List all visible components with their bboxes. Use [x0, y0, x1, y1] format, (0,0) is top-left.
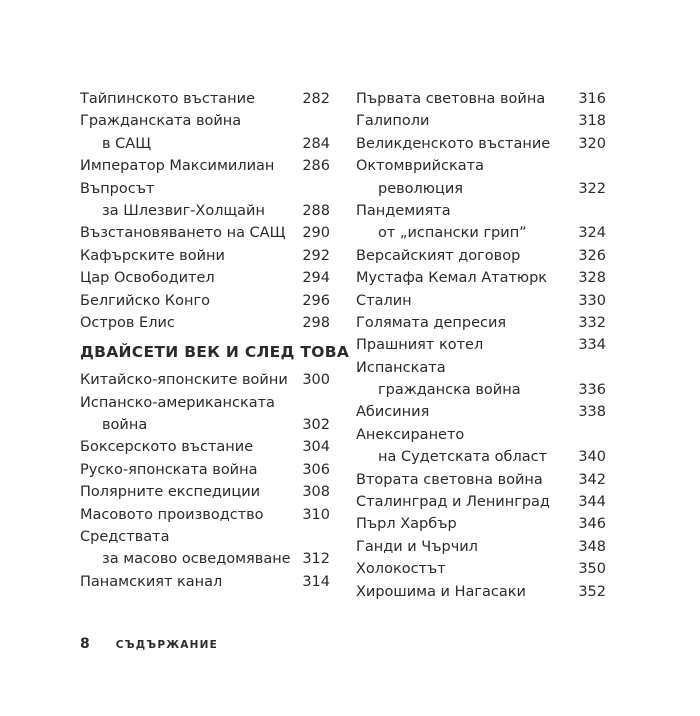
entry-title: Първата световна война: [356, 91, 546, 107]
entry-page-number: 330: [578, 292, 606, 309]
entry-page-number: 322: [578, 180, 606, 197]
toc-entry: [356, 178, 606, 200]
entry-title: в САЩ: [102, 135, 152, 152]
entry-title: Версайският договор: [356, 247, 521, 264]
entry-page-number: 344: [578, 494, 606, 511]
toc-entry: [356, 469, 606, 491]
toc-entry: [356, 581, 606, 603]
entry-title: Тайпинското въстание: [80, 91, 255, 107]
toc-entry: [80, 459, 330, 481]
entry-page-number: 296: [302, 292, 330, 309]
entry-title: Ганди и Чърчил: [356, 538, 478, 555]
toc-entry: [80, 110, 330, 132]
entry-page-number: 294: [302, 270, 330, 287]
toc-entry: [80, 133, 330, 155]
entry-page-number: 308: [302, 484, 330, 501]
entry-title: Великденското въстание: [356, 135, 551, 152]
toc-entry: [80, 526, 330, 548]
toc-entry: [80, 222, 330, 244]
toc-entry: [80, 436, 330, 458]
entry-title: Сталинград и Ленинград: [356, 494, 550, 511]
entry-page-number: 350: [578, 561, 606, 578]
entry-title: Гражданската война: [80, 113, 242, 130]
toc-entry: [356, 110, 606, 132]
entry-title: Испанската: [356, 359, 446, 376]
entry-title: от „испански грип”: [378, 225, 527, 242]
entry-page-number: 318: [578, 113, 606, 130]
entry-title: Пандемията: [356, 202, 451, 219]
entry-title: Хирошима и Нагасаки: [356, 583, 526, 600]
toc-entry: [80, 200, 330, 222]
entry-title: Анексирането: [356, 426, 465, 443]
entry-title: Холокостът: [356, 561, 446, 578]
toc-entry: [356, 222, 606, 244]
entry-page-number: 284: [302, 135, 330, 152]
entry-page-number: 334: [578, 337, 606, 354]
toc-entry: [356, 155, 606, 177]
entry-title: Кафърските войни: [80, 247, 225, 264]
toc-entry: [80, 504, 330, 526]
toc-entry: [356, 424, 606, 446]
entry-title: Галиполи: [356, 113, 430, 130]
toc-entry: [80, 481, 330, 503]
toc-entry: [356, 357, 606, 379]
entry-title: Втората световна война: [356, 471, 543, 488]
entry-title: за Шлезвиг-Холщайн: [102, 202, 265, 219]
toc-entry: [80, 267, 330, 289]
toc-entry: [356, 290, 606, 312]
toc-entry: [80, 312, 330, 334]
toc-list: [80, 88, 330, 334]
entry-title: Китайско-японските войни: [80, 372, 288, 389]
toc-list: [356, 88, 606, 603]
entry-page-number: 338: [578, 404, 606, 421]
entry-page-number: 292: [302, 247, 330, 264]
running-head: СЪДЪРЖАНИЕ: [115, 639, 218, 651]
toc-entry: [80, 571, 330, 593]
entry-page-number: 290: [302, 225, 330, 242]
entry-title: за масово осведомяване: [102, 551, 291, 568]
toc-entry: [80, 414, 330, 436]
toc-entry: [80, 178, 330, 200]
entry-title: Голямата депресия: [356, 314, 507, 331]
entry-title: Испанско-американската: [80, 394, 275, 411]
toc-entry: [80, 290, 330, 312]
entry-title: Средствата: [80, 529, 170, 546]
entry-title: Възстановяването на САЩ: [80, 225, 286, 242]
entry-page-number: 340: [578, 449, 606, 466]
entry-page-number: 304: [302, 439, 330, 456]
entry-page-number: 310: [302, 506, 330, 523]
entry-title: Остров Елис: [80, 314, 175, 331]
entry-title: гражданска война: [378, 382, 521, 399]
toc-entry: [356, 558, 606, 580]
entry-page-number: 348: [578, 538, 606, 555]
entry-page-number: 328: [578, 270, 606, 287]
toc-entry: [356, 334, 606, 356]
entry-title: Пърл Харбър: [356, 516, 457, 533]
toc-column-right: [356, 88, 606, 603]
toc-entry: [356, 133, 606, 155]
toc-column-left: [80, 88, 350, 593]
entry-title: Белгийско Конго: [80, 292, 210, 309]
entry-page-number: 320: [578, 135, 606, 152]
entry-page-number: 302: [302, 417, 330, 434]
entry-page-number: 312: [302, 551, 330, 568]
entry-page-number: 326: [578, 247, 606, 264]
toc-entry: [80, 548, 330, 570]
toc-entry: [80, 369, 330, 391]
entry-page-number: 300: [302, 372, 330, 389]
entry-title: Император Максимилиан: [80, 158, 275, 175]
entry-title: война: [102, 417, 148, 434]
toc-entry: [356, 267, 606, 289]
toc-entry: [356, 491, 606, 513]
toc-entry: [356, 446, 606, 468]
toc-entry: [356, 379, 606, 401]
entry-page-number: 282: [302, 91, 330, 107]
toc-entry: [80, 392, 330, 414]
entry-page-number: 342: [578, 471, 606, 488]
entry-title: Цар Освободител: [80, 270, 215, 287]
entry-title: на Судетската област: [378, 449, 548, 466]
entry-page-number: 346: [578, 516, 606, 533]
entry-page-number: 316: [578, 91, 606, 107]
entry-page-number: 324: [578, 225, 606, 242]
toc-entry: [356, 245, 606, 267]
toc-entry: [356, 401, 606, 423]
toc-entry: [356, 536, 606, 558]
entry-page-number: 298: [302, 314, 330, 331]
entry-title: Панамският канал: [80, 573, 223, 590]
toc-entry: [80, 88, 330, 110]
toc-entry: [356, 513, 606, 535]
section-heading: ДВАЙСЕТИ ВЕК И СЛЕД ТОВА: [80, 343, 350, 362]
entry-title: Боксерското въстание: [80, 439, 254, 456]
entry-page-number: 336: [578, 382, 606, 399]
toc-entry: [356, 200, 606, 222]
entry-title: Абисиния: [356, 404, 430, 421]
entry-title: Прашният котел: [356, 337, 484, 354]
entry-title: Масовото производство: [80, 506, 264, 523]
entry-title: Мустафа Кемал Ататюрк: [356, 270, 548, 287]
toc-entry: [356, 88, 606, 110]
entry-title: Сталин: [356, 292, 412, 309]
toc-list: [80, 369, 330, 593]
entry-page-number: 314: [302, 573, 330, 590]
entry-title: Въпросът: [80, 180, 155, 197]
page-footer: [80, 636, 218, 652]
entry-title: Октомврийската: [356, 158, 484, 175]
entry-page-number: 332: [578, 314, 606, 331]
entry-page-number: 286: [302, 158, 330, 175]
entry-title: Полярните експедиции: [80, 484, 261, 501]
toc-entry: [80, 245, 330, 267]
entry-title: Руско-японската война: [80, 461, 258, 478]
entry-page-number: 352: [578, 583, 606, 600]
toc-entry: [80, 155, 330, 177]
entry-title: революция: [378, 180, 464, 197]
entry-page-number: 288: [302, 202, 330, 219]
entry-page-number: 306: [302, 461, 330, 478]
toc-entry: [356, 312, 606, 334]
page-number: 8: [80, 636, 90, 652]
